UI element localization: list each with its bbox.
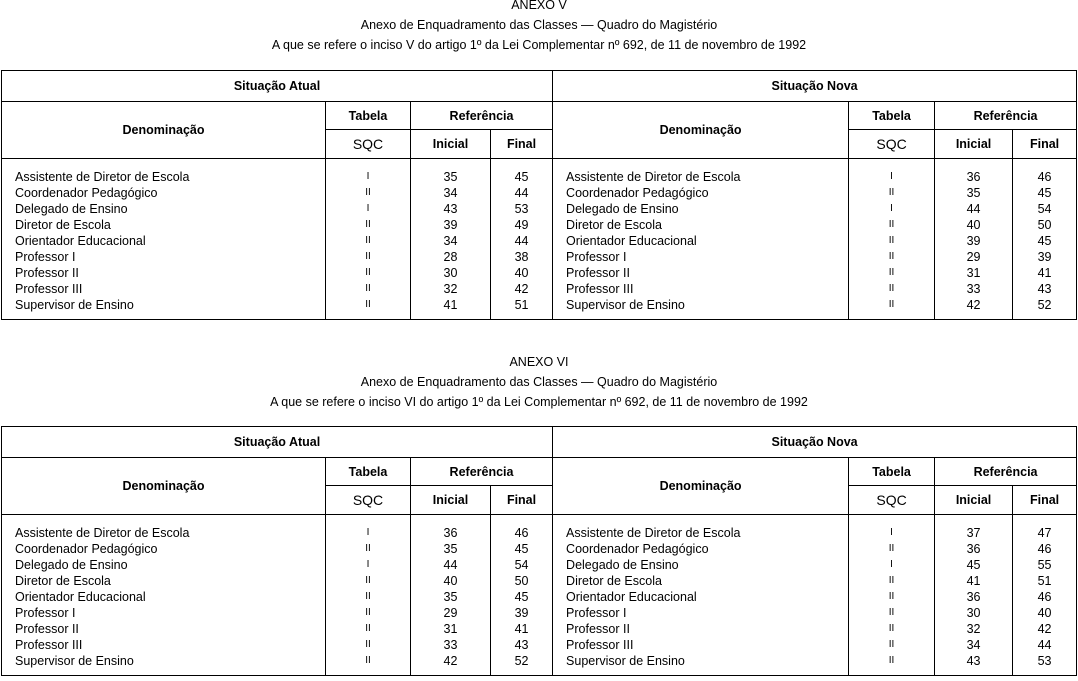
final-cell: 38 [514,250,529,264]
denominacao-cell: Delegado de Ensino [566,558,679,572]
final-cell: 44 [514,186,529,200]
inicial-cell: 28 [443,250,458,264]
final-cell: 45 [514,170,529,184]
denominacao-cell: Delegado de Ensino [15,558,128,572]
tabela-cell: II [365,251,371,262]
col-header-sqc: SQC [849,130,935,159]
denominacao-cell: Supervisor de Ensino [15,298,134,312]
inicial-cell: 39 [443,218,458,232]
inicial-cell: 42 [966,298,981,312]
final-cell: 40 [514,266,529,280]
inicial-cell: 31 [443,622,458,636]
inicial-cell: 33 [966,282,981,296]
inicial-cell: 44 [443,558,458,572]
col-header-referencia: Referência [935,102,1077,130]
col-header-referencia: Referência [411,102,553,130]
denominacao-cell: Professor III [566,282,634,296]
inicial-cell: 29 [443,606,458,620]
final-cell: 41 [1037,266,1052,280]
denominacao-cell: Professor III [566,638,634,652]
annex-title: ANEXO VI [509,355,569,369]
inicial-cell: 43 [966,654,981,668]
nova-inicial-list [935,159,1013,320]
tabela-cell: II [365,591,371,602]
denominacao-cell: Orientador Educacional [566,234,697,248]
tabela-cell: II [365,543,371,554]
tabela-cell: II [888,219,895,230]
col-header-tabela: Tabela [849,102,935,130]
col-header-inicial: Inicial [935,130,1013,159]
final-cell: 46 [1037,590,1052,604]
tabela-cell: II [365,235,371,246]
denominacao-cell: Diretor de Escola [566,574,662,588]
final-cell: 44 [514,234,529,248]
tabela-cell: II [888,283,895,294]
annex-vi-header [0,352,1078,412]
denominacao-cell: Professor I [566,250,627,264]
denominacao-cell: Assistente de Diretor de Escola [566,170,741,184]
tabela-cell: II [888,251,895,262]
inicial-cell: 43 [443,202,458,216]
final-cell: 46 [1037,542,1052,556]
denominacao-cell: Assistente de Diretor de Escola [566,526,741,540]
nova-tabela-list [849,515,935,676]
tabela-cell: I [890,171,893,182]
tabela-cell: II [365,639,371,650]
tabela-cell: II [888,299,895,310]
nova-final-list [1013,159,1077,320]
inicial-cell: 40 [966,218,981,232]
col-header-final: Final [1013,486,1077,515]
final-cell: 46 [1037,170,1052,184]
tabela-cell: II [888,267,895,278]
final-cell: 51 [1037,574,1052,588]
col-header-referencia: Referência [411,458,553,486]
col-header-final: Final [491,486,553,515]
final-cell: 53 [514,202,529,216]
denominacao-cell: Professor II [15,622,79,636]
final-cell: 42 [514,282,529,296]
col-header-tabela: Tabela [849,458,935,486]
inicial-cell: 33 [443,638,458,652]
denominacao-cell: Professor I [15,250,76,264]
atual-final-list [491,515,553,676]
inicial-cell: 31 [966,266,981,280]
tabela-cell: I [366,527,370,538]
final-cell: 52 [514,654,529,668]
tabela-cell: II [365,623,371,634]
denominacao-cell: Coordenador Pedagógico [566,542,709,556]
tabela-cell: II [365,267,371,278]
atual-denominacao-list [2,515,326,676]
tabela-cell: II [365,575,371,586]
tabela-cell: II [888,639,895,650]
tabela-cell: II [365,607,371,618]
final-cell: 45 [1037,234,1052,248]
final-cell: 40 [1037,606,1052,620]
inicial-cell: 30 [966,606,981,620]
annex-v-header [0,0,1078,55]
atual-tabela-list [326,159,411,320]
tabela-cell: II [365,283,371,294]
section-heading-atual: Situação Atual [2,427,553,458]
tabela-cell: I [366,171,370,182]
final-cell: 45 [514,542,529,556]
denominacao-cell: Delegado de Ensino [566,202,679,216]
inicial-cell: 32 [443,282,458,296]
denominacao-cell: Supervisor de Ensino [15,654,134,668]
atual-inicial-list [411,515,491,676]
inicial-cell: 41 [966,574,981,588]
inicial-cell: 36 [966,170,981,184]
inicial-cell: 34 [443,186,458,200]
atual-inicial-list [411,159,491,320]
tabela-cell: II [888,655,895,666]
denominacao-cell: Delegado de Ensino [15,202,128,216]
denominacao-cell: Professor III [15,282,83,296]
inicial-cell: 41 [443,298,458,312]
col-header-sqc: SQC [326,486,411,515]
final-cell: 42 [1037,622,1052,636]
denominacao-cell: Diretor de Escola [566,218,662,232]
inicial-cell: 35 [443,590,458,604]
denominacao-cell: Orientador Educacional [566,590,697,604]
inicial-cell: 35 [443,542,458,556]
tabela-cell: I [890,559,893,570]
inicial-cell: 34 [443,234,458,248]
denominacao-cell: Supervisor de Ensino [566,654,685,668]
section-heading-atual: Situação Atual [2,71,553,102]
final-cell: 49 [514,218,529,232]
inicial-cell: 36 [966,590,981,604]
col-header-sqc: SQC [849,486,935,515]
denominacao-cell: Professor III [15,638,83,652]
nova-denominacao-list [553,159,849,320]
inicial-cell: 36 [443,526,458,540]
tabela-cell: I [366,203,370,214]
inicial-cell: 45 [966,558,981,572]
final-cell: 51 [514,298,529,312]
tabela-cell: II [888,607,895,618]
col-header-final: Final [491,130,553,159]
inicial-cell: 39 [966,234,981,248]
final-cell: 55 [1037,558,1052,572]
annex-vi-table [1,426,1077,676]
atual-tabela-list [326,515,411,676]
annex-title: ANEXO V [511,0,567,12]
atual-final-list [491,159,553,320]
inicial-cell: 29 [966,250,981,264]
tabela-cell: II [888,623,895,634]
final-cell: 39 [1037,250,1052,264]
inicial-cell: 37 [966,526,981,540]
inicial-cell: 42 [443,654,458,668]
final-cell: 45 [514,590,529,604]
final-cell: 47 [1037,526,1052,540]
col-header-denominacao: Denominação [553,102,849,159]
tabela-cell: II [365,187,371,198]
nova-denominacao-list [553,515,849,676]
inicial-cell: 40 [443,574,458,588]
col-header-denominacao: Denominação [553,458,849,515]
tabela-cell: I [890,527,893,538]
tabela-cell: I [890,203,893,214]
tabela-cell: II [365,219,371,230]
col-header-tabela: Tabela [326,102,411,130]
final-cell: 54 [1037,202,1052,216]
final-cell: 44 [1037,638,1052,652]
denominacao-cell: Assistente de Diretor de Escola [15,526,190,540]
annex-v-table [1,70,1077,320]
tabela-cell: II [365,655,371,666]
final-cell: 43 [514,638,529,652]
denominacao-cell: Coordenador Pedagógico [15,186,158,200]
col-header-inicial: Inicial [411,486,491,515]
tabela-cell: II [888,187,895,198]
col-header-inicial: Inicial [935,486,1013,515]
annex-subtitle: Anexo de Enquadramento das Classes — Quadro do Magistério [360,18,718,32]
col-header-denominacao: Denominação [2,102,326,159]
final-cell: 41 [514,622,529,636]
final-cell: 52 [1037,298,1052,312]
denominacao-cell: Coordenador Pedagógico [566,186,709,200]
col-header-inicial: Inicial [411,130,491,159]
col-header-tabela: Tabela [326,458,411,486]
inicial-cell: 32 [966,622,981,636]
inicial-cell: 36 [966,542,981,556]
final-cell: 43 [1037,282,1052,296]
final-cell: 39 [514,606,529,620]
denominacao-cell: Professor II [566,266,630,280]
final-cell: 50 [514,574,529,588]
tabela-cell: II [888,235,895,246]
nova-final-list [1013,515,1077,676]
tabela-cell: II [888,543,895,554]
tabela-cell: II [365,299,371,310]
denominacao-cell: Assistente de Diretor de Escola [15,170,190,184]
denominacao-cell: Professor II [15,266,79,280]
inicial-cell: 35 [443,170,458,184]
inicial-cell: 30 [443,266,458,280]
denominacao-cell: Orientador Educacional [15,590,146,604]
final-cell: 45 [1037,186,1052,200]
col-header-final: Final [1013,130,1077,159]
denominacao-cell: Coordenador Pedagógico [15,542,158,556]
final-cell: 46 [514,526,529,540]
col-header-referencia: Referência [935,458,1077,486]
inicial-cell: 44 [966,202,981,216]
denominacao-cell: Professor II [566,622,630,636]
denominacao-cell: Orientador Educacional [15,234,146,248]
inicial-cell: 35 [966,186,981,200]
nova-tabela-list [849,159,935,320]
inicial-cell: 34 [966,638,981,652]
annex-reference: A que se refere o inciso VI do artigo 1º da Lei Complementar nº 692, de 11 de novembro de 1992 [270,395,808,409]
section-heading-nova: Situação Nova [553,71,1077,102]
atual-denominacao-list [2,159,326,320]
annex-reference: A que se refere o inciso V do artigo 1º da Lei Complementar nº 692, de 11 de novembro de 1992 [271,38,807,52]
denominacao-cell: Professor I [15,606,76,620]
section-heading-nova: Situação Nova [553,427,1077,458]
nova-inicial-list [935,515,1013,676]
final-cell: 50 [1037,218,1052,232]
tabela-cell: II [888,591,895,602]
denominacao-cell: Professor I [566,606,627,620]
denominacao-cell: Diretor de Escola [15,218,111,232]
tabela-cell: II [888,575,895,586]
annex-subtitle: Anexo de Enquadramento das Classes — Quadro do Magistério [360,375,718,389]
denominacao-cell: Supervisor de Ensino [566,298,685,312]
final-cell: 54 [514,558,529,572]
col-header-denominacao: Denominação [2,458,326,515]
denominacao-cell: Diretor de Escola [15,574,111,588]
final-cell: 53 [1037,654,1052,668]
col-header-sqc: SQC [326,130,411,159]
tabela-cell: I [366,559,370,570]
